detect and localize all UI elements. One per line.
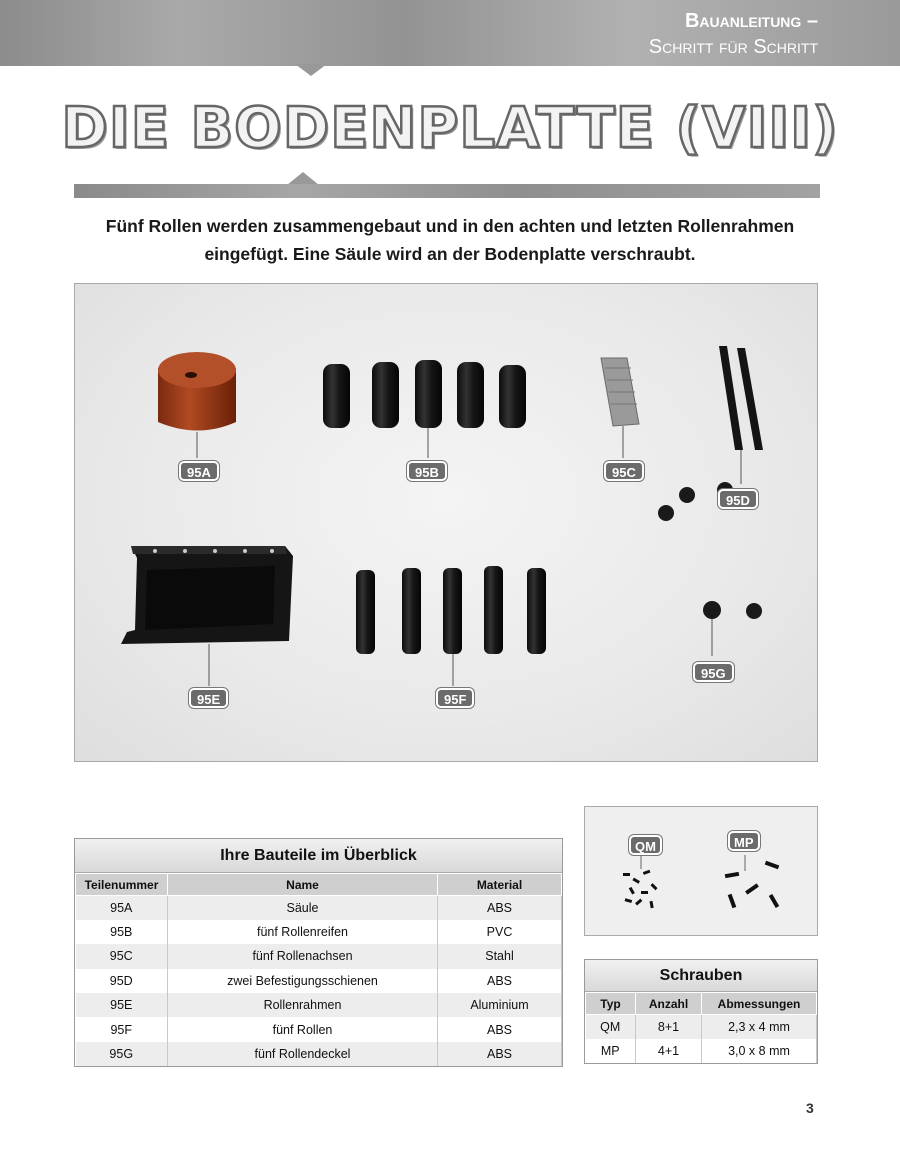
screws-header-count: Anzahl xyxy=(636,993,702,1015)
part-95d-rails xyxy=(719,346,763,484)
parts-table-title: Ihre Bauteile im Überblick xyxy=(75,839,562,873)
screw-type: MP xyxy=(586,1039,636,1063)
part-name: fünf Rollenreifen xyxy=(168,920,438,944)
photo-label-95c: 95C xyxy=(604,461,644,481)
part-number: 95C xyxy=(76,944,168,968)
part-material: ABS xyxy=(438,1017,562,1041)
part-95a-column xyxy=(158,352,236,458)
screw-type: QM xyxy=(586,1015,636,1039)
page-number: 3 xyxy=(806,1100,814,1116)
part-number: 95A xyxy=(76,896,168,920)
part-name: Säule xyxy=(168,896,438,920)
part-name: zwei Befestigungsschienen xyxy=(168,969,438,993)
parts-table xyxy=(74,838,563,1067)
title-divider xyxy=(74,184,820,198)
screws-photo xyxy=(584,806,818,936)
part-95f-rollers xyxy=(356,566,546,686)
part-material: Aluminium xyxy=(438,993,562,1017)
part-number: 95B xyxy=(76,920,168,944)
part-material: ABS xyxy=(438,896,562,920)
table-row xyxy=(76,1017,562,1041)
photo-label-95a: 95A xyxy=(179,461,219,481)
screws-table xyxy=(584,959,818,1064)
header-line-2: Schritt für Schritt xyxy=(648,36,818,58)
header-line-1: Bauanleitung – xyxy=(684,10,818,32)
part-number: 95D xyxy=(76,969,168,993)
screw-count: 4+1 xyxy=(636,1039,702,1063)
part-material: PVC xyxy=(438,920,562,944)
part-95c-axles xyxy=(601,358,639,458)
part-name: fünf Rollen xyxy=(168,1017,438,1041)
screws-table-title: Schrauben xyxy=(585,960,817,992)
photo-label-qm: QM xyxy=(629,835,662,855)
photo-label-95d: 95D xyxy=(718,489,758,509)
intro-line-1: Fünf Rollen werden zusammengebaut und in den achten und letzten Rollenrahmen xyxy=(105,216,795,236)
parts-header-material: Material xyxy=(438,874,562,896)
screws-header-dimensions: Abmessungen xyxy=(702,993,817,1015)
part-95b-tires xyxy=(323,360,526,458)
parts-photo xyxy=(74,283,818,762)
screw-count: 8+1 xyxy=(636,1015,702,1039)
table-row xyxy=(76,944,562,968)
photo-label-95g: 95G xyxy=(693,662,734,682)
screws-qm xyxy=(623,855,658,908)
intro-line-2: eingefügt. Eine Säule wird an der Bodenplatte verschraubt. xyxy=(204,244,696,264)
table-row xyxy=(76,920,562,944)
part-material: Stahl xyxy=(438,944,562,968)
screws-header-type: Typ xyxy=(586,993,636,1015)
screw-dimensions: 3,0 x 8 mm xyxy=(702,1039,817,1063)
screw-dimensions: 2,3 x 4 mm xyxy=(702,1015,817,1039)
table-row xyxy=(586,1039,817,1063)
part-name: Rollenrahmen xyxy=(168,993,438,1017)
photo-label-95e: 95E xyxy=(189,688,228,708)
part-number: 95E xyxy=(76,993,168,1017)
header-banner xyxy=(0,0,900,66)
parts-table-grid xyxy=(75,873,562,1066)
table-row xyxy=(586,1015,817,1039)
table-row xyxy=(76,969,562,993)
page-title: DIE BODENPLATTE (VIII) xyxy=(61,96,839,161)
parts-header-number: Teilenummer xyxy=(76,874,168,896)
photo-label-mp: MP xyxy=(728,831,760,851)
table-row xyxy=(76,1042,562,1066)
parts-header-name: Name xyxy=(168,874,438,896)
part-name: fünf Rollendeckel xyxy=(168,1042,438,1066)
header-notch xyxy=(295,64,327,76)
screws-table-grid xyxy=(585,992,817,1063)
part-number: 95F xyxy=(76,1017,168,1041)
header-text xyxy=(649,8,818,60)
part-material: ABS xyxy=(438,969,562,993)
screws-illustration xyxy=(585,807,819,937)
intro-text xyxy=(60,212,840,268)
part-number: 95G xyxy=(76,1042,168,1066)
part-95e-frame xyxy=(121,546,293,686)
table-row xyxy=(76,993,562,1017)
photo-label-95b: 95B xyxy=(407,461,447,481)
part-material: ABS xyxy=(438,1042,562,1066)
part-name: fünf Rollenachsen xyxy=(168,944,438,968)
table-row xyxy=(76,896,562,920)
screws-mp xyxy=(725,855,780,908)
photo-label-95f: 95F xyxy=(436,688,474,708)
